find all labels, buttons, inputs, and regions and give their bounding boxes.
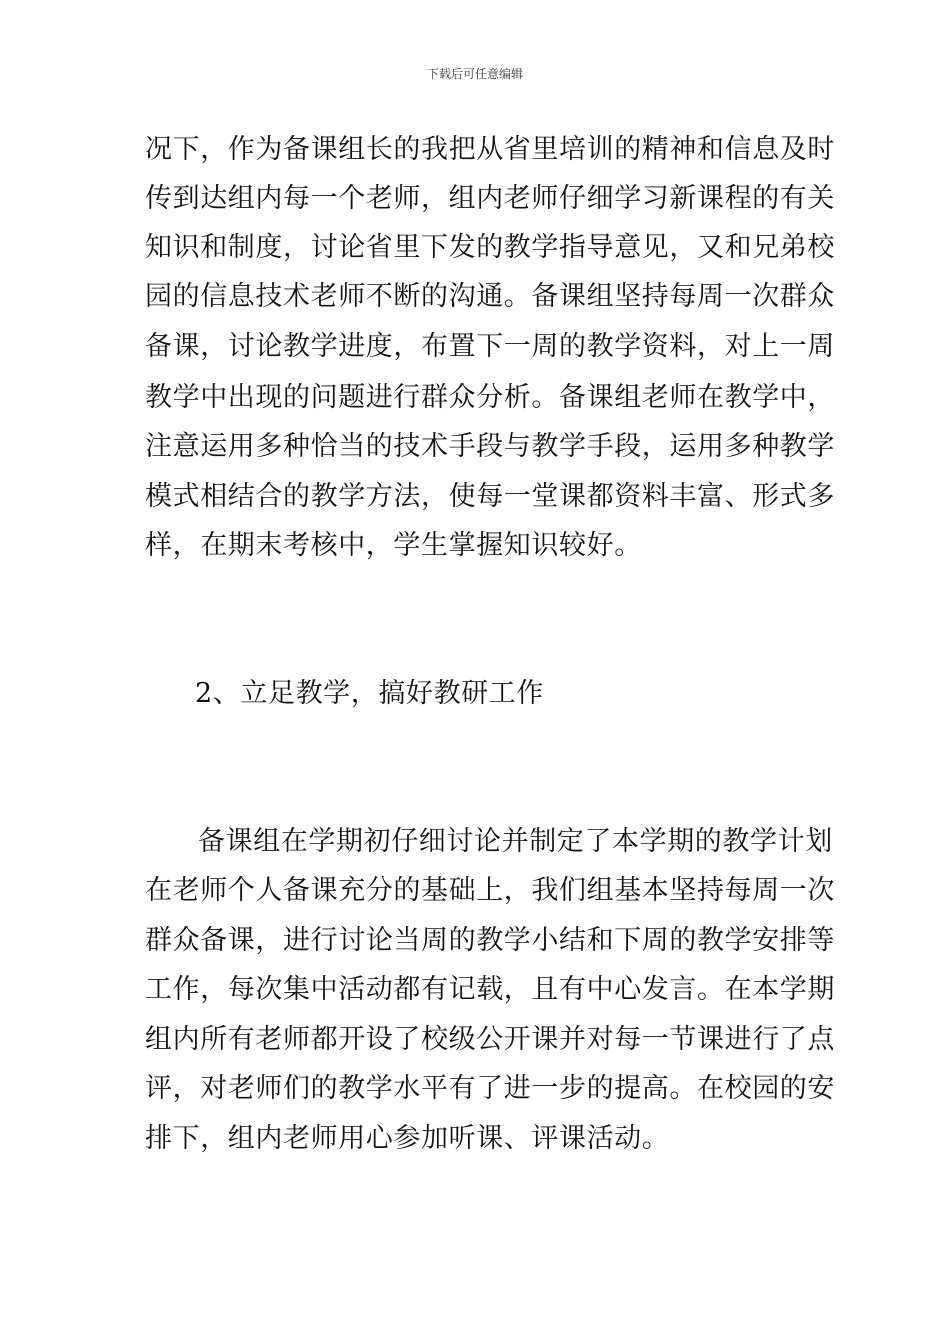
- paragraph-line: 模式相结合的教学方法，使每一堂课都资料丰富、形式多: [145, 481, 835, 512]
- paragraph-line: 在老师个人备课充分的基础上，我们组基本坚持每周一次: [145, 875, 835, 906]
- paragraph-line: 排下，组内老师用心参加听课、评课活动。: [145, 1123, 670, 1154]
- paragraph-line: 评，对老师们的教学水平有了进一步的提高。在校园的安: [145, 1073, 835, 1104]
- paragraph-line: 园的信息技术老师不断的沟通。备课组坚持每周一次群众: [145, 281, 835, 312]
- page-header: 下载后可任意编辑: [426, 67, 523, 81]
- paragraph-line: 样，在期末考核中，学生掌握知识较好。: [145, 530, 642, 561]
- paragraph-line: 知识和制度，讨论省里下发的教学指导意见，又和兄弟校: [145, 232, 835, 263]
- paragraph-line: 组内所有老师都开设了校级公开课并对每一节课进行了点: [145, 1024, 835, 1055]
- paragraph-line: 注意运用多种恰当的技术手段与教学手段，运用多种教学: [145, 431, 835, 462]
- paragraph-line: 况下，作为备课组长的我把从省里培训的精神和信息及时: [145, 134, 835, 165]
- paragraph-line: 备课组在学期初仔细讨论并制定了本学期的教学计划: [198, 826, 833, 857]
- paragraph-line: 传到达组内每一个老师，组内老师仔细学习新课程的有关: [145, 183, 835, 214]
- paragraph-line: 教学中出现的问题进行群众分析。备课组老师在教学中，: [145, 382, 835, 413]
- paragraph-line: 群众备课，进行讨论当周的教学小结和下周的教学安排等: [145, 925, 835, 956]
- section-heading: 2、立足教学，搞好教研工作: [195, 678, 544, 709]
- paragraph-line: 工作，每次集中活动都有记载，且有中心发言。在本学期: [145, 974, 835, 1005]
- paragraph-line: 备课，讨论教学进度，布置下一周的教学资料，对上一周: [145, 331, 835, 362]
